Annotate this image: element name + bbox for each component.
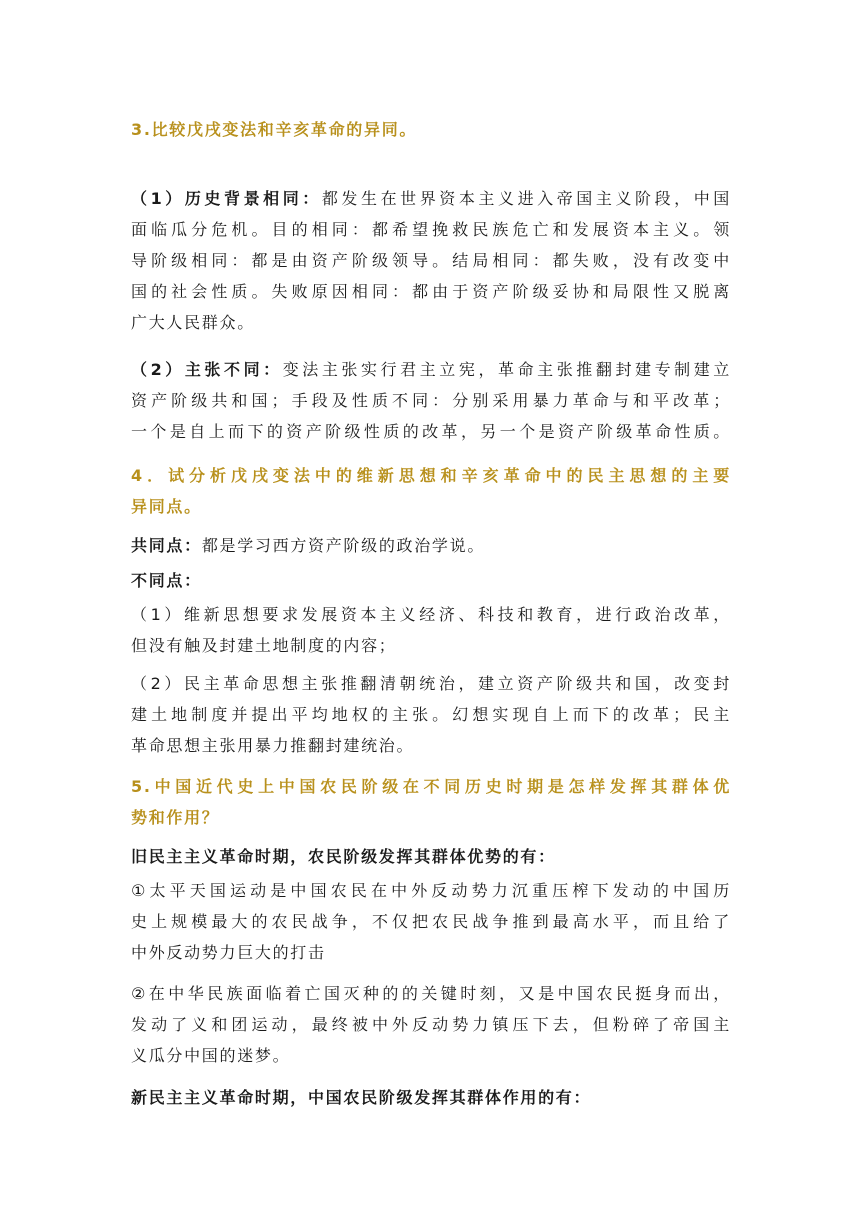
- q3-p1-line: 国的社会性质。失败原因相同：都由于资产阶级妥协和局限性又脱离: [131, 282, 731, 301]
- q4-common-points: 共同点：都是学习西方资产阶级的政治学说。: [131, 536, 486, 555]
- q3-p2-label: （2）主张不同：: [131, 360, 283, 379]
- q4-diff-label: 不同点：: [131, 571, 202, 590]
- q3-paragraph-1: [131, 183, 731, 338]
- q5-new-democratic-heading: 新民主主义革命时期，中国农民阶级发挥其群体作用的有：: [131, 1088, 592, 1107]
- q3-p1-line: 导阶级相同：都是由资产阶级领导。结局相同：都失败，没有改变中: [131, 251, 731, 270]
- q4-diff-item-1: （1）维新思想要求发展资本主义经济、科技和教育，进行政治改革， 但没有触及封建土地制度的内容；: [131, 605, 731, 655]
- q5-title: 5.中国近代史上中国农民阶级在不同历史时期是怎样发挥其群体优 势和作用？: [131, 777, 731, 827]
- q4-common-label: 共同点：: [131, 536, 202, 555]
- q3-p2-line: 资产阶级共和国；手段及性质不同：分别采用暴力革命与和平改革；: [131, 391, 731, 410]
- q5-old-democratic-heading: 旧民主主义革命时期，农民阶级发挥其群体优势的有：: [131, 847, 556, 866]
- q4-title: 4．试分析戊戌变法中的维新思想和辛亥革命中的民主思想的主要 异同点。: [131, 466, 731, 516]
- q3-title: 3.比较戊戌变法和辛亥革命的异同。: [131, 120, 418, 139]
- q3-p1-line: （1）历史背景相同：都发生在世界资本主义进入帝国主义阶段，中国: [131, 189, 731, 208]
- q3-p2-line: （2）主张不同：变法主张实行君主立宪，革命主张推翻封建专制建立: [131, 360, 731, 379]
- q5-item-2: ②在中华民族面临着亡国灭种的的关键时刻，又是中国农民挺身而出， 发动了义和团运动，最终被中外反动势力镇压下去，但粉碎了帝国主 义瓜分中国的迷梦。: [131, 984, 731, 1065]
- q4-diff-item-2: （2）民主革命思想主张推翻清朝统治，建立资产阶级共和国，改变封 建土地制度并提出平均地权的主张。幻想实现自上而下的改革；民主 革命思想主张用暴力推翻封建统治。: [131, 674, 731, 755]
- q5-item-1: ①太平天国运动是中国农民在中外反动势力沉重压榨下发动的中国历 史上规模最大的农民战争，不仅把农民战争推到最高水平，而且给了 中外反动势力巨大的打击: [131, 881, 731, 962]
- q3-p1-label: （1）历史背景相同：: [131, 189, 322, 208]
- q3-paragraph-2: [131, 354, 731, 447]
- q3-p1-line: 广大人民群众。: [131, 313, 255, 332]
- q3-p1-line: 面临瓜分危机。目的相同：都希望挽救民族危亡和发展资本主义。领: [131, 220, 731, 239]
- q3-p2-line: 一个是自上而下的资产阶级性质的改革，另一个是资产阶级革命性质。: [131, 422, 731, 441]
